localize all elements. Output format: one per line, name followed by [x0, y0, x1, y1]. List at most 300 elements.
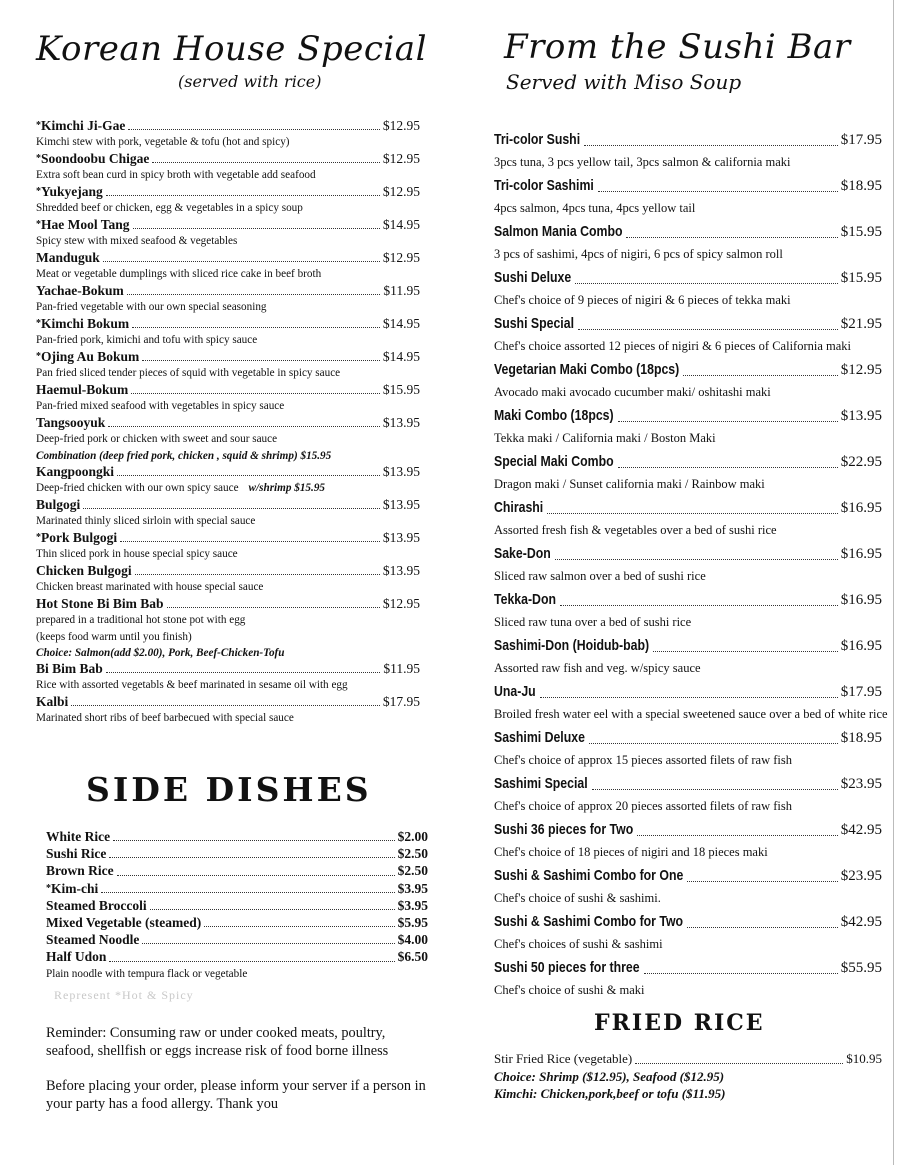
sushi-item-name-wrap	[494, 910, 687, 934]
korean-item-price: $13.95	[382, 530, 420, 545]
sushi-item-description: Chef's choices of sushi & sashimi	[494, 937, 663, 951]
korean-item-description	[36, 480, 420, 497]
korean-item-row	[36, 217, 420, 233]
spicy-legend-note: Represent *Hot & Spicy	[54, 988, 194, 1002]
korean-item-description-text: Chicken breast marinated with house special sauce	[36, 581, 264, 593]
dot-leader	[152, 162, 379, 163]
sushi-item-name: Sushi 36 pieces for Two	[494, 821, 634, 838]
sushi-menu-item	[494, 956, 882, 1002]
korean-item-row	[36, 464, 420, 480]
sushi-item-name: Tri-color Sushi	[494, 131, 581, 148]
korean-item-name-text: Hot Stone Bi Bim Bab	[36, 596, 164, 611]
sushi-item-row	[494, 956, 882, 980]
side-dish-row	[46, 845, 428, 862]
spicy-star-icon: *	[46, 882, 51, 894]
dot-leader	[204, 926, 394, 927]
korean-item-price: $12.95	[382, 184, 420, 199]
side-dish-name-text: Brown Rice	[46, 863, 114, 879]
dot-leader	[589, 743, 838, 744]
sushi-item-row	[494, 220, 882, 244]
sushi-item-row	[494, 266, 882, 290]
dot-leader	[618, 421, 838, 422]
korean-menu-item	[36, 184, 420, 217]
sushi-item-row	[494, 312, 882, 336]
korean-item-price: $13.95	[382, 497, 420, 512]
sushi-item-name: Sushi Special	[494, 315, 574, 332]
side-dish-price: $3.95	[397, 897, 428, 913]
korean-menu-item	[36, 415, 420, 464]
korean-menu-item	[36, 118, 420, 151]
sushi-menu-item	[494, 772, 882, 818]
sushi-item-name-wrap	[494, 818, 637, 842]
korean-menu-item	[36, 349, 420, 382]
korean-item-price: $12.95	[382, 118, 420, 133]
korean-item-name	[36, 464, 114, 480]
sushi-menu-list	[494, 128, 888, 1002]
korean-menu-item	[36, 250, 420, 283]
dot-leader	[101, 892, 394, 893]
sushi-item-price: $42.95	[840, 822, 882, 838]
sushi-item-price: $18.95	[840, 730, 882, 746]
korean-title: Korean House Special	[36, 29, 427, 69]
sushi-item-description: Broiled fresh water eel with a special sweetened sauce over a bed of white rice	[494, 707, 888, 721]
dot-leader	[108, 426, 380, 427]
dot-leader	[109, 857, 394, 858]
sushi-item-name: Special Maki Combo	[494, 453, 614, 470]
dot-leader	[578, 329, 838, 330]
dot-leader	[575, 283, 838, 284]
korean-item-row	[36, 415, 420, 431]
korean-item-name	[36, 596, 164, 612]
korean-item-description-2: (keeps food warm until you finish)	[36, 631, 192, 643]
korean-item-description-text: Deep-fried pork or chicken with sweet and sour sauce	[36, 433, 278, 445]
korean-item-row	[36, 661, 420, 677]
sushi-menu-item	[494, 266, 882, 312]
korean-item-name	[36, 497, 80, 513]
side-dish-row	[46, 828, 428, 845]
korean-item-description	[36, 299, 420, 316]
korean-item-description-text: Pan-fried mixed seafood with vegetables in spicy sauce	[36, 400, 285, 412]
korean-item-row	[36, 250, 420, 266]
sushi-item-name-wrap	[494, 542, 555, 566]
side-dishes-list	[46, 828, 428, 982]
sushi-menu-item	[494, 174, 882, 220]
sushi-item-name: Tekka-Don	[494, 591, 556, 608]
sushi-menu-item	[494, 312, 882, 358]
raw-food-reminder: Reminder: Consuming raw or under cooked meats, poultry, seafood, shellfish or eggs increase risk of food borne illness	[46, 1025, 389, 1059]
sushi-item-name-wrap	[494, 864, 687, 888]
korean-item-description	[36, 677, 420, 694]
korean-item-name	[36, 283, 124, 299]
korean-item-name	[36, 349, 139, 365]
korean-item-description-text: Pan-fried vegetable with our own special seasoning	[36, 301, 267, 313]
side-dish-name-text: Half Udon	[46, 949, 107, 965]
korean-menu-item	[36, 563, 420, 596]
spicy-star-icon: *	[36, 532, 41, 543]
korean-item-price: $12.95	[382, 151, 420, 166]
dot-leader	[83, 508, 380, 509]
korean-item-name-text: Chicken Bulgogi	[36, 563, 132, 578]
side-dish-name	[46, 828, 110, 845]
page-edge-line	[893, 0, 894, 1165]
korean-item-name-text: Haemul-Bokum	[36, 382, 129, 397]
sushi-item-description: Sliced raw tuna over a bed of sushi rice	[494, 615, 692, 629]
korean-item-name	[36, 250, 100, 266]
dot-leader	[150, 909, 395, 910]
dot-leader	[653, 651, 838, 652]
sushi-item-description: Avocado maki avocado cucumber maki/ oshitashi maki	[494, 385, 771, 399]
sushi-item-name: Sake-Don	[494, 545, 551, 562]
spicy-star-icon: *	[36, 186, 41, 197]
side-dish-row	[46, 931, 428, 948]
dot-leader	[113, 840, 395, 841]
dot-leader	[131, 393, 380, 394]
fried-rice-item	[494, 1050, 882, 1068]
sushi-item-name: Chirashi	[494, 499, 544, 516]
sushi-item-name: Salmon Mania Combo	[494, 223, 623, 240]
korean-item-description-text: Kimchi stew with pork, vegetable & tofu (hot and spicy)	[36, 136, 290, 148]
sushi-item-price: $15.95	[840, 224, 882, 240]
korean-item-name	[36, 530, 117, 546]
side-dish-row	[46, 948, 428, 965]
dot-leader	[103, 261, 380, 262]
korean-item-description	[36, 167, 420, 184]
sushi-item-name-wrap	[494, 680, 540, 704]
dot-leader	[626, 237, 837, 238]
korean-item-description	[36, 365, 420, 382]
korean-subtitle: (served with rice)	[178, 72, 322, 91]
korean-item-name	[36, 415, 105, 431]
side-dishes-title: SIDE DISHES	[86, 770, 372, 809]
korean-item-description-text: Meat or vegetable dumplings with sliced rice cake in beef broth	[36, 268, 322, 280]
sushi-item-description: Tekka maki / California maki / Boston Maki	[494, 431, 716, 445]
side-dish-name	[46, 862, 114, 879]
side-dish-name	[46, 880, 98, 897]
sushi-item-price: $42.95	[840, 914, 882, 930]
korean-item-description	[36, 398, 420, 415]
dot-leader	[547, 513, 838, 514]
side-dish-name-text: Kim-chi	[51, 880, 99, 896]
side-dish-description: Plain noodle with tempura flack or vegetable	[46, 967, 248, 980]
dot-leader	[132, 327, 380, 328]
dot-leader	[167, 607, 380, 608]
dot-leader	[106, 672, 381, 673]
korean-item-price: $15.95	[382, 382, 420, 397]
sushi-item-name-wrap	[494, 772, 592, 796]
spicy-star-icon: *	[36, 120, 41, 131]
sushi-item-price: $22.95	[840, 454, 882, 470]
sushi-item-name-wrap	[494, 496, 547, 520]
sushi-item-name: Sushi & Sashimi Combo for Two	[494, 913, 684, 930]
sushi-item-description: Dragon maki / Sunset california maki / Rainbow maki	[494, 477, 765, 491]
korean-item-row	[36, 316, 420, 332]
spicy-star-icon: *	[36, 318, 41, 329]
korean-item-name	[36, 151, 149, 167]
dot-leader	[687, 881, 837, 882]
sushi-item-name-wrap	[494, 266, 575, 290]
sushi-item-row	[494, 864, 882, 888]
korean-item-description-text: prepared in a traditional hot stone pot with egg	[36, 614, 246, 626]
korean-item-description	[36, 134, 420, 151]
sushi-item-description: 3 pcs of sashimi, 4pcs of nigiri, 6 pcs of spicy salmon roll	[494, 247, 783, 261]
dot-leader	[133, 228, 380, 229]
sushi-item-row	[494, 542, 882, 566]
sushi-menu-item	[494, 818, 882, 864]
sushi-bar-subtitle: Served with Miso Soup	[506, 70, 742, 94]
side-dish-name-text: Steamed Noodle	[46, 932, 140, 948]
korean-item-name-text: Kalbi	[36, 694, 69, 709]
sushi-item-name-wrap	[494, 128, 584, 152]
korean-menu-item	[36, 661, 420, 694]
sushi-item-row	[494, 634, 882, 658]
dot-leader	[540, 697, 838, 698]
sushi-item-name: Maki Combo (18pcs)	[494, 407, 614, 424]
korean-item-row	[36, 563, 420, 579]
sushi-item-price: $17.95	[840, 132, 882, 148]
korean-item-price: $13.95	[382, 563, 420, 578]
side-dish-price: $5.95	[397, 915, 428, 931]
korean-item-name	[36, 382, 128, 398]
korean-item-name-text: Hae Mool Tang	[41, 217, 130, 232]
side-dish-price: $2.00	[397, 829, 428, 844]
sushi-item-row	[494, 680, 882, 704]
sushi-item-row	[494, 358, 882, 382]
korean-item-description	[36, 513, 420, 530]
fried-rice-name: Stir Fried Rice (vegetable)	[494, 1051, 633, 1066]
sushi-item-description: Chef's choice of approx 15 pieces assorted filets of raw fish	[494, 753, 792, 767]
sushi-item-description: Chef's choice of sushi & maki	[494, 983, 645, 997]
korean-item-name-text: Soondoobu Chigae	[41, 151, 150, 166]
sushi-item-price: $16.95	[840, 638, 882, 654]
sushi-item-price: $16.95	[840, 592, 882, 608]
korean-item-name-text: Yukyejang	[41, 184, 103, 199]
sushi-item-description: 3pcs tuna, 3 pcs yellow tail, 3pcs salmon & california maki	[494, 155, 791, 169]
korean-item-name-text: Tangsooyuk	[36, 415, 106, 430]
dot-leader	[683, 375, 838, 376]
sushi-menu-item	[494, 404, 882, 450]
sushi-item-price: $18.95	[840, 178, 882, 194]
sushi-menu-item	[494, 864, 882, 910]
korean-item-row	[36, 184, 420, 200]
sushi-item-name-wrap	[494, 312, 578, 336]
sushi-item-name: Sashimi-Don (Hoidub-bab)	[494, 637, 650, 654]
sushi-item-name-wrap	[494, 588, 560, 612]
side-dish-name	[46, 897, 147, 914]
side-dish-price: $3.95	[397, 880, 428, 896]
side-dish-name	[46, 845, 106, 862]
sushi-item-price: $12.95	[840, 362, 882, 378]
side-dish-name	[46, 931, 139, 948]
sushi-item-price: $23.95	[840, 868, 882, 884]
sushi-item-description: Chef's choice of approx 20 pieces assorted filets of raw fish	[494, 799, 792, 813]
dot-leader	[584, 145, 838, 146]
dot-leader	[555, 559, 838, 560]
korean-item-description	[36, 579, 420, 596]
dot-leader	[560, 605, 838, 606]
korean-item-row	[36, 596, 420, 612]
sushi-item-name-wrap	[494, 404, 618, 428]
korean-item-description	[36, 431, 420, 448]
korean-item-name	[36, 217, 130, 233]
side-dish-row	[46, 897, 428, 914]
dot-leader	[128, 129, 380, 130]
korean-item-price: $11.95	[383, 283, 420, 298]
korean-item-description	[36, 612, 420, 629]
korean-item-description	[36, 710, 420, 727]
sushi-item-name: Sushi & Sashimi Combo for One	[494, 867, 684, 884]
korean-menu-item	[36, 217, 420, 250]
korean-item-description-text: Pan-fried pork, kimichi and tofu with spicy sauce	[36, 334, 258, 346]
dot-leader	[71, 705, 380, 706]
sushi-item-row	[494, 818, 882, 842]
korean-menu-item	[36, 283, 420, 316]
sushi-item-description: 4pcs salmon, 4pcs tuna, 4pcs yellow tail	[494, 201, 696, 215]
korean-item-description-text: Marinated short ribs of beef barbecued with special sauce	[36, 712, 294, 724]
korean-item-name	[36, 694, 68, 710]
sushi-item-name: Tri-color Sashimi	[494, 177, 594, 194]
fried-rice-title: FRIED RICE	[594, 1010, 765, 1036]
sushi-item-name: Sushi 50 pieces for three	[494, 959, 640, 976]
dot-leader	[106, 195, 380, 196]
korean-menu-item	[36, 464, 420, 497]
allergy-notice: Before placing your order, please inform your server if a person in your party has a food allergy. Thank you	[46, 1078, 426, 1112]
korean-item-description	[36, 266, 420, 283]
sushi-item-name: Sashimi Deluxe	[494, 729, 585, 746]
spicy-star-icon: *	[36, 153, 41, 164]
sushi-item-description: Sliced raw salmon over a bed of sushi rice	[494, 569, 706, 583]
korean-menu-item	[36, 694, 420, 727]
dot-leader	[117, 475, 380, 476]
sushi-item-row	[494, 404, 882, 428]
korean-item-name-text: Kimchi Bokum	[41, 316, 130, 331]
sushi-menu-item	[494, 128, 882, 174]
fried-rice-choice: Choice: Shrimp ($12.95), Seafood ($12.95)	[494, 1069, 725, 1084]
dot-leader	[135, 574, 380, 575]
sushi-item-price: $16.95	[840, 500, 882, 516]
sushi-item-description: Chef's choice of 9 pieces of nigiri & 6 pieces of tekka maki	[494, 293, 791, 307]
dot-leader	[142, 943, 394, 944]
dot-leader	[109, 961, 394, 962]
sushi-item-price: $55.95	[840, 960, 882, 976]
sushi-item-name: Vegetarian Maki Combo (18pcs)	[494, 361, 680, 378]
sushi-menu-item	[494, 634, 882, 680]
side-dish-name	[46, 948, 106, 965]
sushi-item-row	[494, 726, 882, 750]
korean-menu-item	[36, 151, 420, 184]
fried-rice-kimchi: Kimchi: Chicken,pork,beef or tofu ($11.95)	[494, 1086, 726, 1101]
side-dish-name-text: Steamed Broccoli	[46, 897, 147, 913]
korean-item-description-text: Extra soft bean curd in spicy broth with vegetable add seafood	[36, 169, 316, 181]
spicy-star-icon: *	[36, 219, 41, 230]
sushi-item-name: Sashimi Special	[494, 775, 588, 792]
side-dish-row	[46, 914, 428, 931]
korean-item-name	[36, 184, 103, 200]
sushi-item-name-wrap	[494, 956, 644, 980]
korean-item-price: $14.95	[382, 349, 420, 364]
korean-item-row	[36, 151, 420, 167]
sushi-item-row	[494, 772, 882, 796]
sushi-menu-item	[494, 588, 882, 634]
sushi-item-price: $15.95	[840, 270, 882, 286]
sushi-item-price: $23.95	[840, 776, 882, 792]
korean-item-price: $17.95	[382, 694, 420, 709]
korean-item-row	[36, 382, 420, 398]
korean-item-description-text: Deep-fried chicken with our own spicy sauce	[36, 482, 239, 494]
korean-item-name-text: Pork Bulgogi	[41, 530, 118, 545]
korean-item-description-text: Thin sliced pork in house special spicy sauce	[36, 548, 238, 560]
sushi-item-description: Chef's choice of 18 pieces of nigiri and 18 pieces maki	[494, 845, 768, 859]
korean-item-name-text: Manduguk	[36, 250, 100, 265]
korean-item-row	[36, 118, 420, 134]
korean-item-name-text: Yachae-Bokum	[36, 283, 124, 298]
korean-item-name	[36, 316, 129, 332]
korean-item-extra: Choice: Salmon(add $2.00), Pork, Beef-Chicken-Tofu	[36, 647, 285, 659]
sushi-item-price: $17.95	[840, 684, 882, 700]
side-dish-name-text: White Rice	[46, 829, 111, 844]
sushi-item-name-wrap	[494, 726, 589, 750]
korean-item-price: $11.95	[383, 661, 420, 676]
dot-leader	[120, 541, 380, 542]
spicy-star-icon: *	[36, 351, 41, 362]
sushi-menu-item	[494, 358, 882, 404]
side-dish-name-text: Mixed Vegetable (steamed)	[46, 915, 202, 931]
dot-leader	[592, 789, 838, 790]
korean-item-name	[36, 563, 132, 579]
korean-menu-item	[36, 316, 420, 349]
korean-item-description	[36, 332, 420, 349]
korean-item-name-text: Bulgogi	[36, 497, 81, 512]
side-dish-name-text: Sushi Rice	[46, 846, 107, 862]
sushi-item-description: Chef's choice assorted 12 pieces of nigiri & 6 pieces of California maki	[494, 339, 852, 353]
sushi-item-name-wrap	[494, 358, 683, 382]
sushi-item-row	[494, 174, 882, 198]
korean-item-description-text: Shredded beef or chicken, egg & vegetables in a spicy soup	[36, 202, 303, 214]
sushi-item-row	[494, 496, 882, 520]
sushi-bar-title: From the Sushi Bar	[504, 27, 851, 67]
sushi-menu-item	[494, 726, 882, 772]
korean-item-price: $12.95	[382, 596, 420, 611]
korean-item-price: $14.95	[382, 217, 420, 232]
korean-item-price: $14.95	[382, 316, 420, 331]
sushi-item-row	[494, 128, 882, 152]
dot-leader	[142, 360, 380, 361]
side-dish-row	[46, 880, 428, 897]
korean-item-name-text: Bi Bim Bab	[36, 661, 103, 676]
korean-item-name-text: Kangpoongki	[36, 464, 115, 479]
sushi-item-row	[494, 588, 882, 612]
korean-item-row	[36, 349, 420, 365]
dot-leader	[127, 294, 381, 295]
korean-item-note: w/shrimp $15.95	[248, 482, 326, 494]
korean-menu-list	[36, 118, 420, 727]
side-dish-price: $6.50	[397, 949, 428, 965]
korean-item-extra: Combination (deep fried pork, chicken , squid & shrimp) $15.95	[36, 450, 332, 462]
dot-leader	[117, 875, 395, 876]
side-dish-name	[46, 914, 201, 931]
korean-item-price: $13.95	[382, 415, 420, 430]
korean-item-name	[36, 118, 125, 134]
korean-menu-item	[36, 596, 420, 661]
sushi-item-price: $21.95	[840, 316, 882, 332]
side-dish-price: $2.50	[397, 846, 428, 862]
dot-leader	[637, 835, 838, 836]
sushi-item-price: $16.95	[840, 546, 882, 562]
korean-item-row	[36, 694, 420, 710]
sushi-item-description: Assorted raw fish and veg. w/spicy sauce	[494, 661, 701, 675]
korean-item-price: $12.95	[382, 250, 420, 265]
side-dish-price: $4.00	[397, 932, 428, 948]
korean-item-description-text: Pan fried sliced tender pieces of squid with vegetable in spicy sauce	[36, 367, 341, 379]
